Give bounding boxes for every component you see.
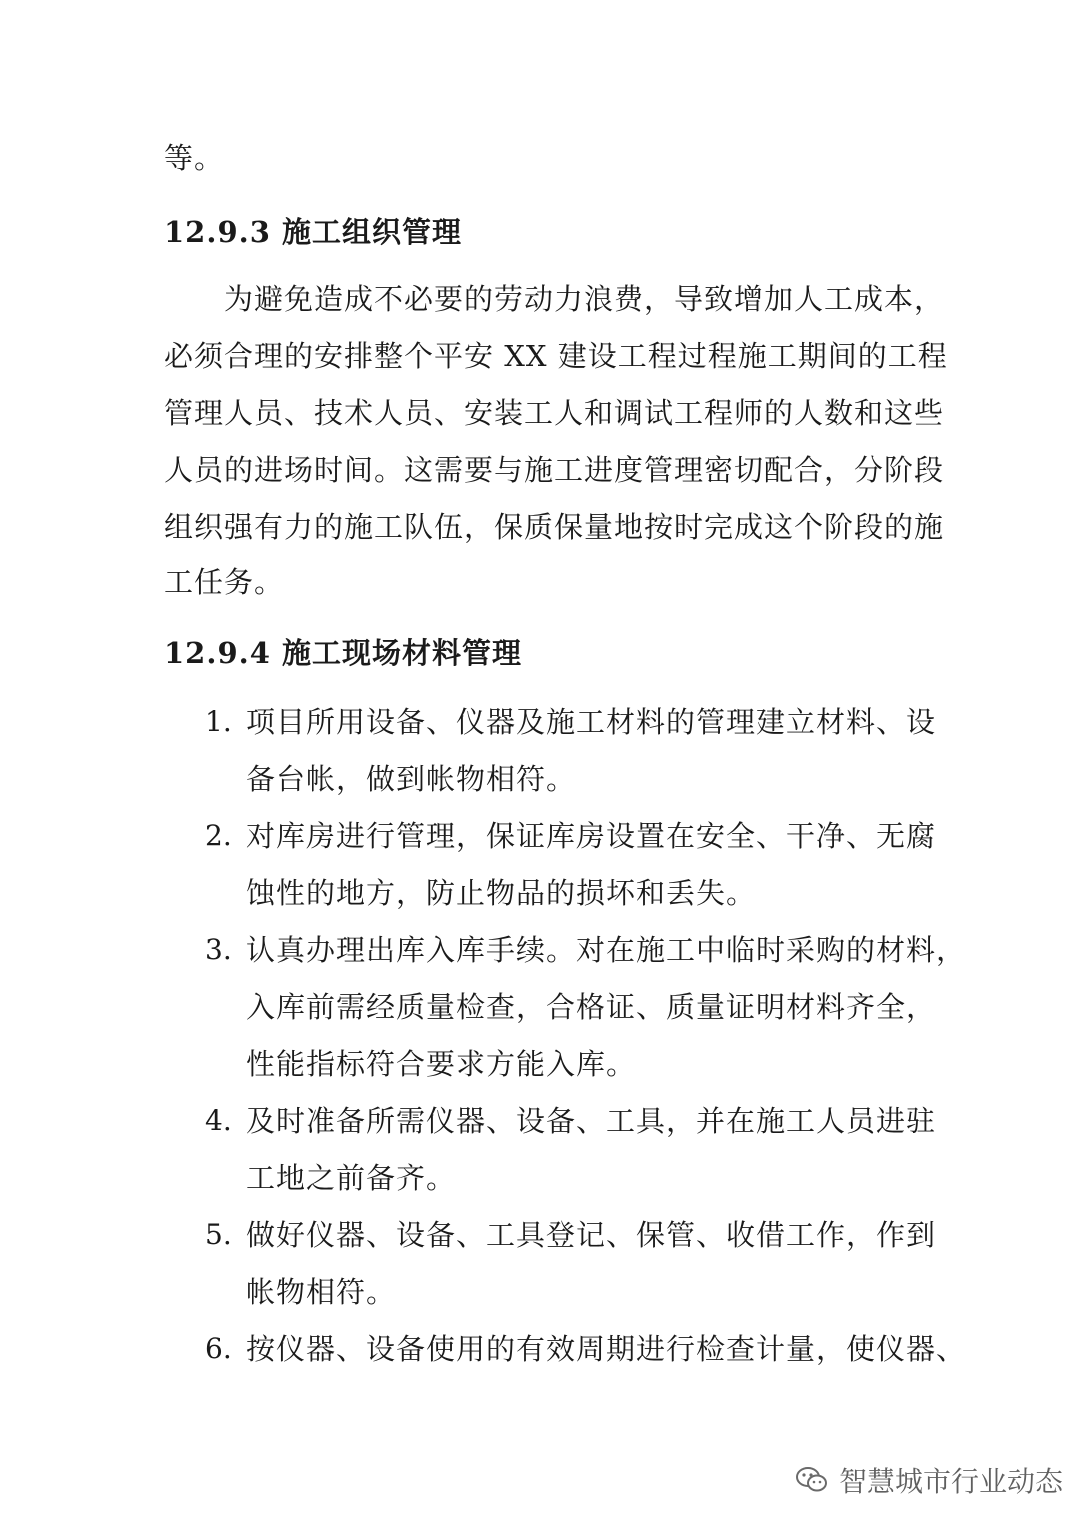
section-title: 施工现场材料管理 (282, 636, 523, 670)
paragraph-line: 为避免造成不必要的劳动力浪费，导致增加人工成本， (224, 282, 945, 316)
watermark (795, 1458, 1063, 1502)
paragraph-line: 必须合理的安排整个平安 XX 建设工程过程施工期间的工程 (164, 339, 948, 373)
paragraph-line: 人员的进场时间。这需要与施工进度管理密切配合，分阶段 (164, 453, 945, 487)
list-item-number: 6. (205, 1332, 232, 1365)
list-item-line: 备台帐，做到帐物相符。 (246, 762, 577, 796)
section-heading-12-9-4 (164, 633, 522, 673)
section-heading-12-9-3 (164, 212, 462, 252)
paragraph-tail: 等。 (164, 141, 225, 175)
paragraph-line: 工任务。 (164, 565, 285, 599)
list-item-line: 按仪器、设备使用的有效周期进行检查计量，使仪器、 (246, 1332, 967, 1366)
section-title: 施工组织管理 (282, 215, 463, 249)
list-item-number: 5. (205, 1218, 232, 1251)
list-item-line: 性能指标符合要求方能入库。 (246, 1047, 637, 1081)
watermark-text: 智慧城市行业动态 (839, 1465, 1064, 1498)
list-item-line: 及时准备所需仪器、设备、工具，并在施工人员进驻 (246, 1104, 937, 1138)
section-number: 12.9.4 (164, 636, 271, 670)
paragraph-line: 管理人员、技术人员、安装工人和调试工程师的人数和这些 (164, 396, 945, 430)
list-item-line: 入库前需经质量检查，合格证、质量证明材料齐全， (246, 990, 937, 1024)
list-item-line: 蚀性的地方，防止物品的损坏和丢失。 (246, 876, 757, 910)
list-item-line: 对库房进行管理，保证库房设置在安全、干净、无腐 (246, 819, 937, 853)
list-item-line: 认真办理出库入库手续。对在施工中临时采购的材料， (246, 933, 967, 967)
list-item-number: 4. (205, 1104, 232, 1137)
list-item-number: 1. (205, 705, 232, 738)
list-item-line: 工地之前备齐。 (246, 1161, 457, 1195)
list-item-number: 3. (205, 933, 232, 966)
list-item-line: 项目所用设备、仪器及施工材料的管理建立材料、设 (246, 705, 937, 739)
list-item-number: 2. (205, 819, 232, 852)
list-item-line: 做好仪器、设备、工具登记、保管、收借工作，作到 (246, 1218, 937, 1252)
list-item-line: 帐物相符。 (246, 1275, 397, 1309)
section-number: 12.9.3 (164, 215, 271, 249)
wechat-icon (795, 1465, 829, 1495)
paragraph-line: 组织强有力的施工队伍，保质保量地按时完成这个阶段的施 (164, 510, 945, 544)
